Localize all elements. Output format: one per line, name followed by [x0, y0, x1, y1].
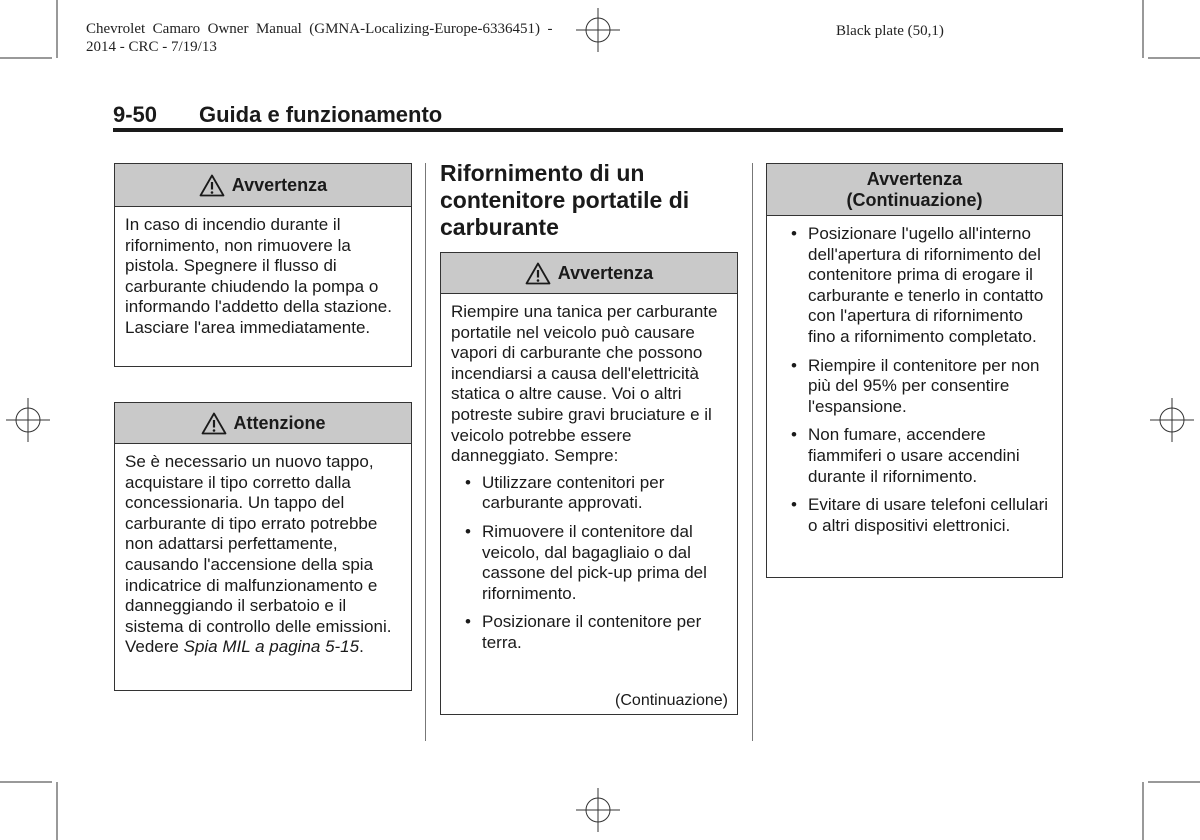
list-item: • Posizionare l'ugello all'interno dell'apertura di rifornimento del contenitore prima di erogare il carburante e tenerlo in contatto con l'apertura di rifornimento fino a rifornimento completato. [777, 224, 1052, 348]
caution-box-body: Se è necessario un nuovo tappo, acquistare il tipo corretto dalla concessionaria. Un tappo del carburante di tipo errato potrebbe non adattarsi perfettamente, causando l'accensione della spia indicatrice di malfunzionamento e danneggiando il serbatoio e il sistema di controllo delle emissioni. Vedere [125, 452, 392, 657]
warning-box-header [767, 164, 1062, 216]
column-divider-1 [425, 163, 426, 741]
print-header-line1: Chevrolet Camaro Owner Manual (GMNA-Localizing-Europe-6336451) - [86, 21, 553, 37]
section-rule [113, 128, 1063, 132]
registration-target-right [1150, 398, 1194, 442]
warning-box-title: Avvertenza [557, 262, 654, 283]
registration-target-left [6, 398, 50, 442]
list-item: • Rimuovere il contenitore dal veicolo, dal bagagliaio o dal cassone del pick-up prima del rifornimento. [451, 522, 727, 604]
list-item: • Non fumare, accendere fiammiferi o usare accendini durante il rifornimento. [777, 425, 1052, 487]
warning-box-title: Avvertenza [866, 168, 963, 189]
warning-box-header [441, 253, 737, 294]
list-item: • Posizionare il contenitore per terra. [451, 612, 727, 653]
caution-box-fuel-cap [114, 402, 412, 691]
warning-box-text: Riempire una tanica per carburante portatile nel veicolo può causare vapori di carburante che possono incendiarsi a causa dell'elettricità statica o altre cause. Voi o altri potreste subire gravi bruciature e il veicolo potrebbe essere danneggiato. Sempre: [451, 302, 718, 466]
list-item: • Riempire il contenitore per non più del 95% per consentire l'espansione. [777, 356, 1052, 418]
list-item: • Evitare di usare telefoni cellulari o altri dispositivi elettronici. [777, 495, 1052, 536]
registration-target-top [576, 8, 620, 52]
cross-reference-link[interactable]: Spia MIL a pagina 5-15 [183, 637, 360, 657]
caution-box-end: . [359, 637, 364, 657]
warning-box-portable-container [440, 252, 738, 715]
warning-box-body [441, 294, 737, 654]
print-header-line2: 2014 - CRC - 7/19/13 [86, 39, 217, 55]
warning-box-continued [766, 163, 1063, 578]
warning-triangle-icon [201, 412, 227, 435]
section-heading [113, 101, 1063, 129]
warning-box-title: Avvertenza [231, 174, 328, 195]
warning-box-subtitle: (Continuazione) [846, 189, 983, 210]
bullet-list [777, 224, 1052, 536]
bullet-list [451, 473, 727, 654]
warning-box-fire [114, 163, 412, 367]
warning-box-body [767, 216, 1062, 536]
caution-box-text [115, 444, 411, 658]
caution-box-title: Attenzione [233, 412, 326, 433]
subsection-title: Rifornimento di un contenitore portatile di carburante [440, 160, 690, 240]
section-title: Guida e funzionamento [199, 102, 443, 127]
section-number: 9-50 [113, 102, 158, 127]
warning-box-text: In caso di incendio durante il rifornimento, non rimuovere la pistola. Spegnere il flusso di carburante chiudendo la pompa o informando l'addetto della stazione. Lasciare l'area immediatamente. [125, 215, 392, 337]
continued-label: (Continuazione) [615, 692, 728, 709]
caution-box-header [115, 403, 411, 444]
print-header-plate: Black plate (50,1) [836, 23, 944, 39]
print-header-meta [86, 20, 553, 56]
warning-box-header [115, 164, 411, 207]
list-item: • Utilizzare contenitori per carburante approvati. [451, 473, 727, 514]
warning-triangle-icon [199, 174, 225, 197]
registration-target-bottom [576, 788, 620, 832]
column-divider-2 [752, 163, 753, 741]
warning-triangle-icon [525, 262, 551, 285]
